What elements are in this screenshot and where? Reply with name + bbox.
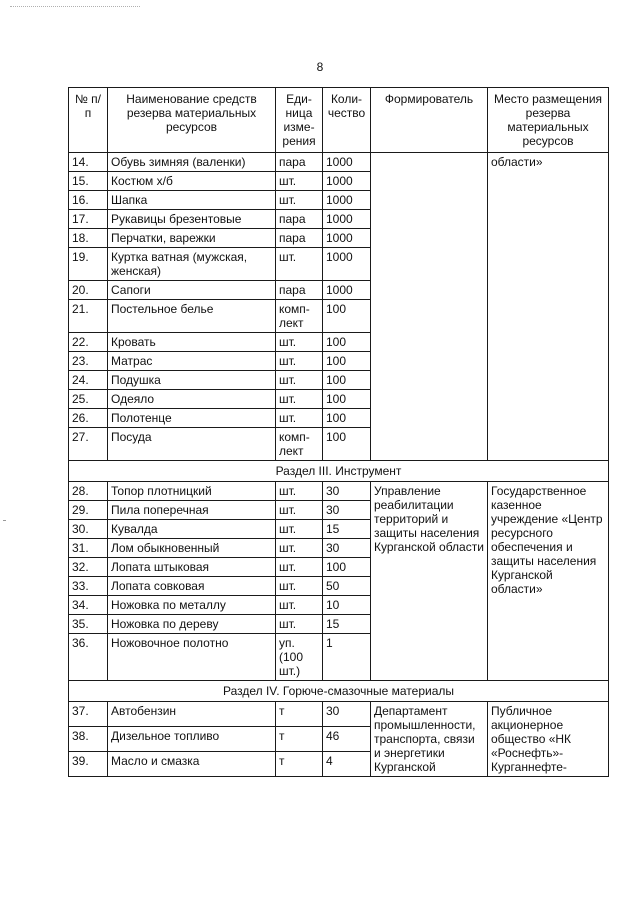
cell-num: 20. — [69, 281, 108, 300]
cell-name: Костюм х/б — [108, 172, 276, 191]
header-num: № п/п — [69, 88, 108, 153]
cell-num: 28. — [69, 482, 108, 501]
cell-qty: 15 — [323, 520, 371, 539]
cell-former — [371, 153, 488, 461]
header-former: Формирователь — [371, 88, 488, 153]
cell-qty: 1000 — [323, 281, 371, 300]
cell-name: Ножовка по металлу — [108, 596, 276, 615]
cell-num: 16. — [69, 191, 108, 210]
header-place: Место размещения резерва материальных ресурсов — [488, 88, 609, 153]
cell-num: 23. — [69, 352, 108, 371]
cell-place: Публичное акционерное общество «НК «Роснефть»-Курганнефте- — [488, 702, 609, 777]
cell-unit: шт. — [276, 409, 323, 428]
cell-unit: уп. (100 шт.) — [276, 634, 323, 681]
cell-name: Куртка ватная (мужская, женская) — [108, 248, 276, 281]
cell-unit: шт. — [276, 172, 323, 191]
cell-name: Кувалда — [108, 520, 276, 539]
cell-num: 39. — [69, 752, 108, 777]
cell-qty: 1000 — [323, 229, 371, 248]
cell-unit: шт. — [276, 501, 323, 520]
cell-qty: 1000 — [323, 172, 371, 191]
cell-unit: шт. — [276, 482, 323, 501]
cell-unit: шт. — [276, 520, 323, 539]
cell-qty: 30 — [323, 501, 371, 520]
cell-unit: комп-лект — [276, 428, 323, 461]
table-row — [69, 482, 609, 501]
cell-name: Лопата штыковая — [108, 558, 276, 577]
scan-artifact — [10, 6, 140, 9]
cell-qty: 1000 — [323, 191, 371, 210]
cell-name: Обувь зимняя (валенки) — [108, 153, 276, 172]
header-qty: Коли-чество — [323, 88, 371, 153]
cell-name: Кровать — [108, 333, 276, 352]
cell-qty: 100 — [323, 558, 371, 577]
cell-num: 34. — [69, 596, 108, 615]
cell-unit: шт. — [276, 248, 323, 281]
table-row — [69, 702, 609, 727]
resources-table — [68, 87, 609, 777]
header-name: Наименование средств резерва материальных ресурсов — [108, 88, 276, 153]
cell-name: Масло и смазка — [108, 752, 276, 777]
cell-qty: 100 — [323, 333, 371, 352]
cell-name: Лом обыкновенный — [108, 539, 276, 558]
cell-qty: 1000 — [323, 153, 371, 172]
cell-name: Лопата совковая — [108, 577, 276, 596]
cell-qty: 46 — [323, 727, 371, 752]
cell-unit: шт. — [276, 333, 323, 352]
cell-name: Матрас — [108, 352, 276, 371]
cell-qty: 100 — [323, 300, 371, 333]
cell-qty: 100 — [323, 390, 371, 409]
cell-name: Подушка — [108, 371, 276, 390]
cell-name: Одеяло — [108, 390, 276, 409]
cell-name: Ножовочное полотно — [108, 634, 276, 681]
cell-num: 22. — [69, 333, 108, 352]
cell-qty: 100 — [323, 371, 371, 390]
table-row — [69, 153, 609, 172]
cell-qty: 1000 — [323, 210, 371, 229]
cell-num: 25. — [69, 390, 108, 409]
cell-qty: 30 — [323, 539, 371, 558]
cell-num: 21. — [69, 300, 108, 333]
cell-unit: шт. — [276, 577, 323, 596]
section-row — [69, 461, 609, 482]
cell-unit: шт. — [276, 390, 323, 409]
cell-name: Рукавицы брезентовые — [108, 210, 276, 229]
cell-former: Управление реабилитации территорий и защиты населения Курганской области — [371, 482, 488, 681]
cell-unit: т — [276, 752, 323, 777]
cell-num: 14. — [69, 153, 108, 172]
cell-name: Ножовка по дереву — [108, 615, 276, 634]
cell-num: 38. — [69, 727, 108, 752]
section-4-title: Раздел IV. Горюче-смазочные материалы — [69, 681, 609, 702]
cell-num: 32. — [69, 558, 108, 577]
cell-name: Постельное белье — [108, 300, 276, 333]
cell-qty: 4 — [323, 752, 371, 777]
cell-name: Посуда — [108, 428, 276, 461]
cell-qty: 1000 — [323, 248, 371, 281]
cell-qty: 100 — [323, 352, 371, 371]
cell-qty: 30 — [323, 702, 371, 727]
cell-unit: шт. — [276, 615, 323, 634]
section-row — [69, 681, 609, 702]
cell-qty: 10 — [323, 596, 371, 615]
cell-unit: шт. — [276, 596, 323, 615]
cell-num: 17. — [69, 210, 108, 229]
cell-num: 37. — [69, 702, 108, 727]
cell-name: Автобензин — [108, 702, 276, 727]
cell-unit: т — [276, 702, 323, 727]
cell-place: Государственное казенное учреждение «Центр ресурсного обеспечения и защиты населения Курганской области» — [488, 482, 609, 681]
cell-unit: шт. — [276, 352, 323, 371]
cell-name: Шапка — [108, 191, 276, 210]
page-number: 8 — [316, 60, 324, 74]
cell-qty: 100 — [323, 409, 371, 428]
cell-unit: пара — [276, 210, 323, 229]
cell-num: 35. — [69, 615, 108, 634]
cell-unit: шт. — [276, 191, 323, 210]
cell-unit: т — [276, 727, 323, 752]
cell-unit: комп-лект — [276, 300, 323, 333]
cell-name: Дизельное топливо — [108, 727, 276, 752]
cell-num: 29. — [69, 501, 108, 520]
cell-unit: пара — [276, 229, 323, 248]
cell-num: 24. — [69, 371, 108, 390]
cell-num: 33. — [69, 577, 108, 596]
cell-unit: пара — [276, 153, 323, 172]
cell-name: Перчатки, варежки — [108, 229, 276, 248]
cell-name: Полотенце — [108, 409, 276, 428]
cell-num: 18. — [69, 229, 108, 248]
cell-num: 26. — [69, 409, 108, 428]
cell-qty: 50 — [323, 577, 371, 596]
cell-unit: шт. — [276, 539, 323, 558]
cell-num: 36. — [69, 634, 108, 681]
cell-qty: 1 — [323, 634, 371, 681]
cell-num: 31. — [69, 539, 108, 558]
cell-qty: 15 — [323, 615, 371, 634]
cell-place: области» — [488, 153, 609, 461]
cell-name: Сапоги — [108, 281, 276, 300]
cell-name: Пила поперечная — [108, 501, 276, 520]
cell-unit: шт. — [276, 371, 323, 390]
cell-qty: 100 — [323, 428, 371, 461]
cell-qty: 30 — [323, 482, 371, 501]
cell-num: 27. — [69, 428, 108, 461]
cell-num: 15. — [69, 172, 108, 191]
scan-dot — [3, 520, 6, 521]
cell-unit: шт. — [276, 558, 323, 577]
cell-num: 19. — [69, 248, 108, 281]
section-3-title: Раздел III. Инструмент — [69, 461, 609, 482]
cell-name: Топор плотницкий — [108, 482, 276, 501]
header-row — [69, 88, 609, 153]
cell-former: Департамент промышленности, транспорта, связи и энергетики Курганской — [371, 702, 488, 777]
header-unit: Еди-ница изме-рения — [276, 88, 323, 153]
cell-num: 30. — [69, 520, 108, 539]
cell-unit: пара — [276, 281, 323, 300]
